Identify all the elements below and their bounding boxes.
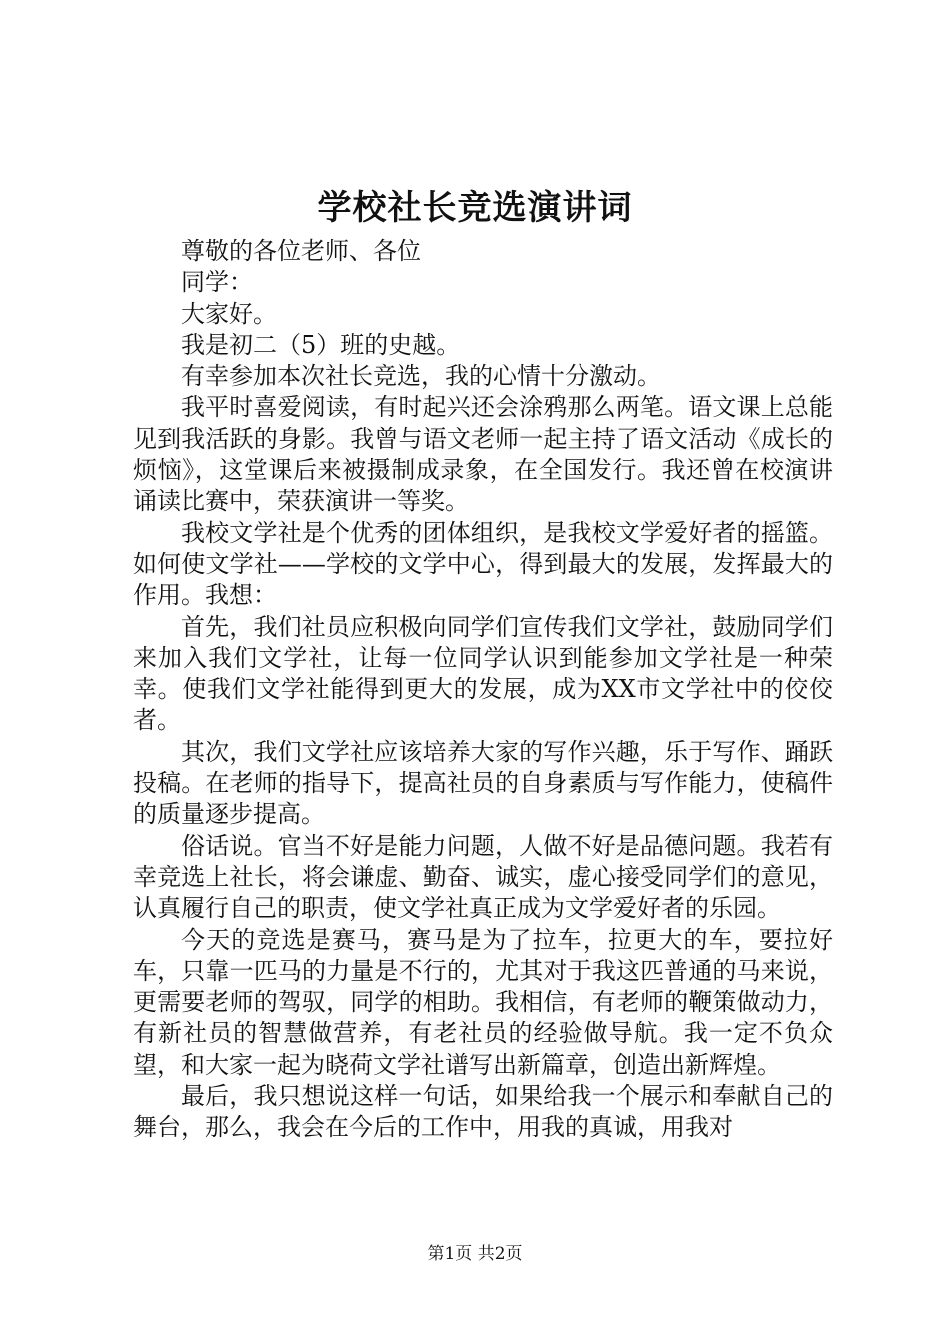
document-title: 学校社长竞选演讲词 [317, 188, 633, 228]
paragraph-second: 其次，我们文学社应该培养大家的写作兴趣，乐于写作、踊跃投稿。在老师的指导下，提高社员的自身素质与写作能力，使稿件的质量逐步提高。 [133, 737, 833, 829]
document-body [133, 236, 833, 1144]
paragraph-proverb: 俗话说。官当不好是能力问题，人做不好是品德问题。我若有幸竞选上社长，将会谦虚、勤奋、诚实，虚心接受同学们的意见，认真履行自己的职责，使文学社真正成为文学爱好者的乐园。 [133, 831, 833, 923]
paragraph-first: 首先，我们社员应积极向同学们宣传我们文学社，鼓励同学们来加入我们文学社，让每一位同学认识到能参加文学社是一种荣幸。使我们文学社能得到更大的发展，成为XX市文学社中的佼佼者。 [133, 612, 833, 735]
paragraph-greeting: 大家好。 [181, 299, 277, 328]
paragraph-salutation-cont: 同学： [181, 268, 253, 297]
paragraph-horse: 今天的竞选是赛马，赛马是为了拉车，拉更大的车，要拉好车，只靠一匹马的力量是不行的，尤其对于我这匹普通的马来说，更需要老师的驾驭，同学的相助。我相信，有老师的鞭策做动力，有新社员的智慧做营养，有老社员的经验做导航。我一定不负众望，和大家一起为晓荷文学社谱写出新篇章，创造出新辉煌。 [133, 925, 833, 1079]
paragraph-feeling: 有幸参加本次社长竞选，我的心情十分激动。 [181, 362, 661, 391]
paragraph-club: 我校文学社是个优秀的团体组织，是我校文学爱好者的摇篮。如何使文学社——学校的文学中心，得到最大的发展，发挥最大的作用。我想： [133, 518, 833, 610]
paragraph-intro: 我是初二（5）班的史越。 [181, 330, 461, 359]
paragraph-final: 最后，我只想说这样一句话，如果给我一个展示和奉献自己的舞台，那么，我会在今后的工作中，用我的真诚，用我对 [133, 1082, 833, 1142]
paragraph-salutation: 尊敬的各位老师、各位 [181, 237, 421, 265]
paragraph-background: 我平时喜爱阅读，有时起兴还会涂鸦那么两笔。语文课上总能见到我活跃的身影。我曾与语文老师一起主持了语文活动《成长的烦恼》，这堂课后来被摄制成录象，在全国发行。我还曾在校演讲诵读比赛中，荣获演讲一等奖。 [133, 393, 833, 516]
page-number-footer: 第1页 共2页 [427, 1244, 523, 1264]
